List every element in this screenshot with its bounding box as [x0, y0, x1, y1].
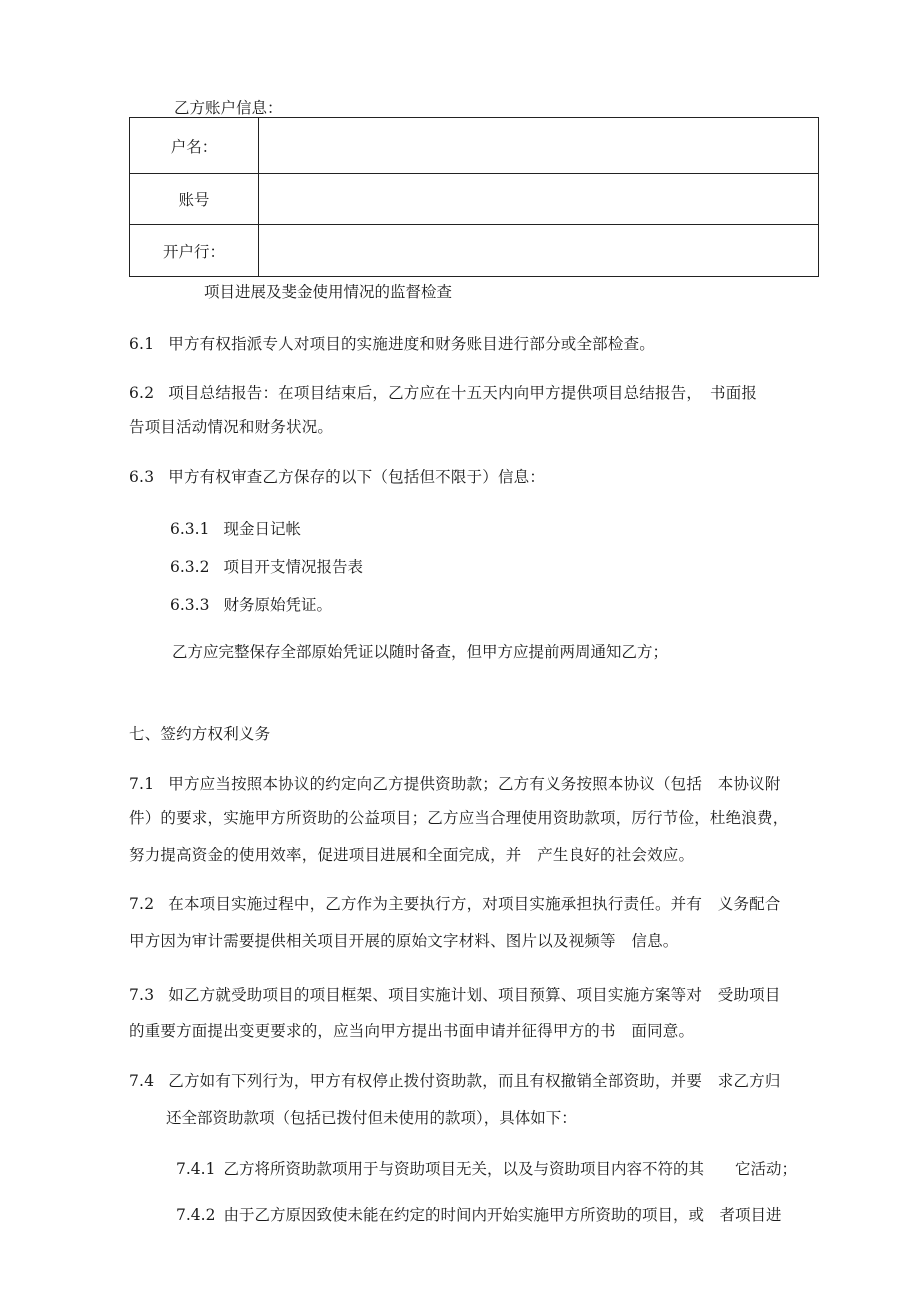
subclause-number: 6.3.2 [170, 558, 210, 576]
clause-6-2-cont: 告项目活动情况和财务状况。 [129, 418, 334, 436]
table-row [130, 118, 819, 174]
subclause-number: 7.4.2 [176, 1206, 216, 1224]
subclause-6-3-2 [170, 555, 363, 577]
clause-number: 7.1 [129, 775, 155, 793]
clause-number: 6.2 [129, 384, 155, 402]
clause-text: 项目总结报告：在项目结束后，乙方应在十五天内向甲方提供项目总结报告， 书面报 [168, 384, 758, 402]
section6-title: 项目进展及斐金使用情况的监督检查 [204, 283, 453, 301]
clause-6-1 [129, 332, 655, 354]
clause-number: 7.3 [129, 986, 155, 1004]
clause-text: 在本项目实施过程中，乙方作为主要执行方，对项目实施承担执行责任。并有 义务配合 [168, 895, 781, 913]
clause-6-2 [129, 381, 757, 403]
clause-number: 6.1 [129, 335, 155, 353]
section7-title: 七、签约方权利义务 [129, 725, 271, 743]
account-bank-label: 开户行： [130, 225, 259, 277]
table-row [130, 225, 819, 277]
clause-7-4 [129, 1069, 781, 1091]
subclause-text: 由于乙方原因致使未能在约定的时间内开始实施甲方所资助的项目，或 者项目进 [223, 1206, 782, 1224]
clause-text: 如乙方就受助项目的项目框架、项目实施计划、项目预算、项目实施方案等对 受助项目 [168, 986, 781, 1004]
account-table [129, 117, 819, 277]
subclause-6-3-1 [170, 517, 301, 539]
account-name-value [259, 118, 819, 174]
account-number-value [259, 174, 819, 225]
clause-7-2 [129, 892, 781, 914]
clause-number: 6.3 [129, 468, 155, 486]
clause-text: 乙方如有下列行为，甲方有权停止拨付资助款，而且有权撤销全部资助，并要 求乙方归 [168, 1072, 781, 1090]
account-bank-value [259, 225, 819, 277]
clause-text: 甲方应当按照本协议的约定向乙方提供资助款；乙方有义务按照本协议（包括 本协议附 [168, 775, 781, 793]
clause-text: 甲方有权指派专人对项目的实施进度和财务账目进行部分或全部检查。 [168, 335, 655, 353]
subclause-number: 7.4.1 [176, 1160, 216, 1178]
section6-note: 乙方应完整保存全部原始凭证以随时备查，但甲方应提前两周通知乙方； [172, 643, 669, 661]
subclause-text: 财务原始凭证。 [223, 596, 332, 614]
clause-7-1-cont: 件）的要求，实施甲方所资助的公益项目；乙方应当合理使用资助款项，厉行节俭，杜绝浪费， [129, 809, 789, 827]
clause-7-2-cont: 甲方因为审计需要提供相关项目开展的原始文字材料、图片以及视频等 信息。 [129, 932, 679, 950]
account-number-label: 账号 [130, 174, 259, 225]
account-heading: 乙方账户信息： [174, 99, 283, 117]
subclause-text: 现金日记帐 [223, 520, 301, 538]
clause-7-4-cont: 还全部资助款项（包括已拨付但未使用的款项），具体如下： [166, 1109, 577, 1127]
clause-7-1-cont: 努力提高资金的使用效率，促进项目进展和全面完成，并 产生良好的社会效应。 [129, 846, 695, 864]
clause-number: 7.2 [129, 895, 155, 913]
clause-6-3 [129, 465, 545, 487]
subclause-7-4-1 [176, 1157, 797, 1179]
clause-7-3 [129, 983, 781, 1005]
account-name-label: 户名： [130, 118, 259, 174]
table-row [130, 174, 819, 225]
clause-number: 7.4 [129, 1072, 155, 1090]
subclause-number: 6.3.3 [170, 596, 210, 614]
subclause-number: 6.3.1 [170, 520, 210, 538]
subclause-text: 项目开支情况报告表 [223, 558, 363, 576]
subclause-7-4-2 [176, 1203, 781, 1225]
subclause-text: 乙方将所资助款项用于与资助项目无关，以及与资助项目内容不符的其 它活动； [223, 1160, 797, 1178]
clause-text: 甲方有权审查乙方保存的以下（包括但不限于）信息： [168, 468, 546, 486]
clause-7-3-cont: 的重要方面提出变更要求的，应当向甲方提出书面申请并征得甲方的书 面同意。 [129, 1022, 695, 1040]
clause-7-1 [129, 772, 781, 794]
subclause-6-3-3 [170, 593, 332, 615]
